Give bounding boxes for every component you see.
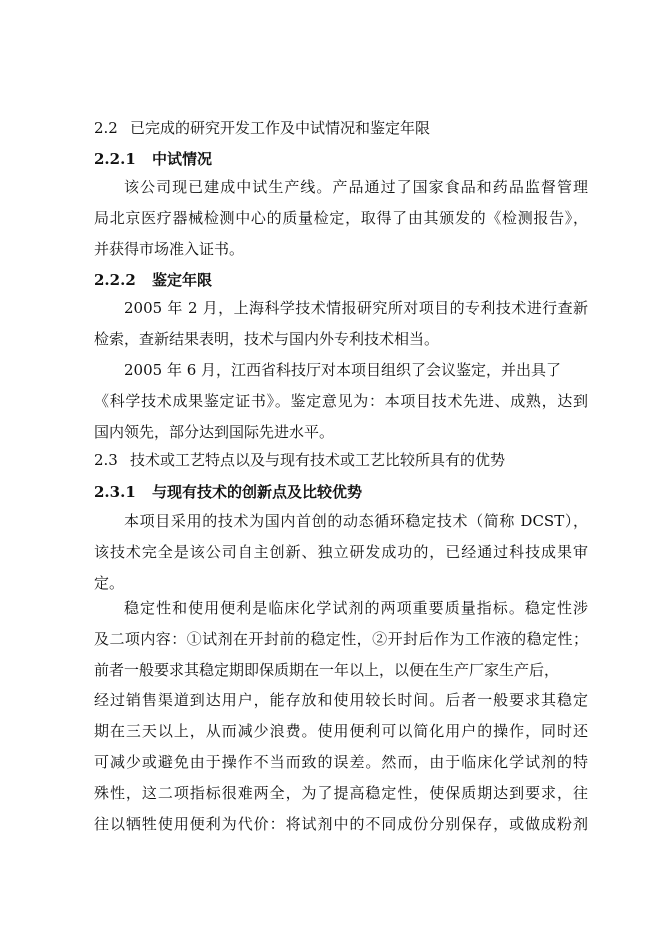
subsection-number: 2.2.1 bbox=[94, 150, 136, 168]
subsection-number: 2.3.1 bbox=[94, 483, 136, 501]
paragraph-novelty-search bbox=[94, 293, 588, 355]
paragraph-line: 可减少或避免由于操作不当而致的误差。然而，由于临床化学试剂的特 bbox=[94, 752, 588, 771]
paragraph-line: 定。 bbox=[94, 573, 125, 592]
section-number: 2.3 bbox=[94, 451, 118, 469]
paragraph-line: 期在三天以上，从而减少浪费。使用便利可以简化用户的操作，同时还 bbox=[94, 722, 588, 741]
paragraph-line: 该公司现已建成中试生产线。产品通过了国家食品和药品监督管理 bbox=[124, 178, 588, 196]
subsection-heading-2-2-2 bbox=[94, 270, 588, 290]
section-heading-2-3 bbox=[94, 450, 588, 470]
paragraph-line: 国内领先，部分达到国际先进水平。 bbox=[94, 422, 335, 441]
subsection-title: 中试情况 bbox=[152, 150, 213, 168]
section-title: 技术或工艺特点以及与现有技术或工艺比较所具有的优势 bbox=[130, 451, 506, 469]
paragraph-line: 2005 年 2 月，上海科学技术情报研究所对项目的专利技术进行查新 bbox=[124, 299, 588, 317]
paragraph-line: 局北京医疗器械检测中心的质量检定，取得了由其颁发的《检测报告》， bbox=[94, 208, 588, 227]
paragraph-stability bbox=[94, 593, 588, 839]
subsection-title: 与现有技术的创新点及比较优势 bbox=[152, 483, 363, 501]
paragraph-line: 前者一般要求其稳定期即保质期在一年以上，以便在生产厂家生产后， bbox=[94, 660, 560, 679]
paragraph-line: 该技术完全是该公司自主创新、独立研发成功的，已经通过科技成果审 bbox=[94, 542, 588, 561]
subsection-title: 鉴定年限 bbox=[152, 271, 213, 289]
section-number: 2.2 bbox=[94, 119, 118, 137]
paragraph-line: 往以牺牲使用便利为代价：将试剂中的不同成份分别保存，或做成粉剂 bbox=[94, 814, 588, 833]
paragraph-appraisal bbox=[94, 355, 588, 447]
paragraph-line: 本项目采用的技术为国内首创的动态循环稳定技术（简称 DCST）， bbox=[124, 512, 588, 530]
paragraph-line: 2005 年 6 月，江西省科技厅对本项目组织了会议鉴定，并出具了 bbox=[124, 361, 562, 379]
paragraph-line: 并获得市场准入证书。 bbox=[94, 239, 245, 258]
section-heading-2-2 bbox=[94, 118, 588, 138]
paragraph-dcst bbox=[94, 506, 588, 598]
subsection-heading-2-3-1 bbox=[94, 482, 588, 502]
paragraph-line: 检索，查新结果表明，技术与国内外专利技术相当。 bbox=[94, 329, 440, 348]
paragraph-pilot-test bbox=[94, 172, 588, 264]
paragraph-line: 及二项内容：①试剂在开封前的稳定性，②开封后作为工作液的稳定性； bbox=[94, 629, 588, 648]
paragraph-line: 稳定性和使用便利是临床化学试剂的两项重要质量指标。稳定性涉 bbox=[124, 599, 588, 617]
subsection-number: 2.2.2 bbox=[94, 271, 136, 289]
subsection-heading-2-2-1 bbox=[94, 149, 588, 169]
paragraph-line: 《科学技术成果鉴定证书》。鉴定意见为：本项目技术先进、成熟，达到 bbox=[94, 391, 588, 410]
paragraph-line: 殊性，这二项指标很难两全，为了提高稳定性，使保质期达到要求，往 bbox=[94, 783, 588, 802]
paragraph-line: 经过销售渠道到达用户，能存放和使用较长时间。后者一般要求其稳定 bbox=[94, 691, 588, 710]
section-title: 已完成的研究开发工作及中试情况和鉴定年限 bbox=[130, 119, 431, 137]
